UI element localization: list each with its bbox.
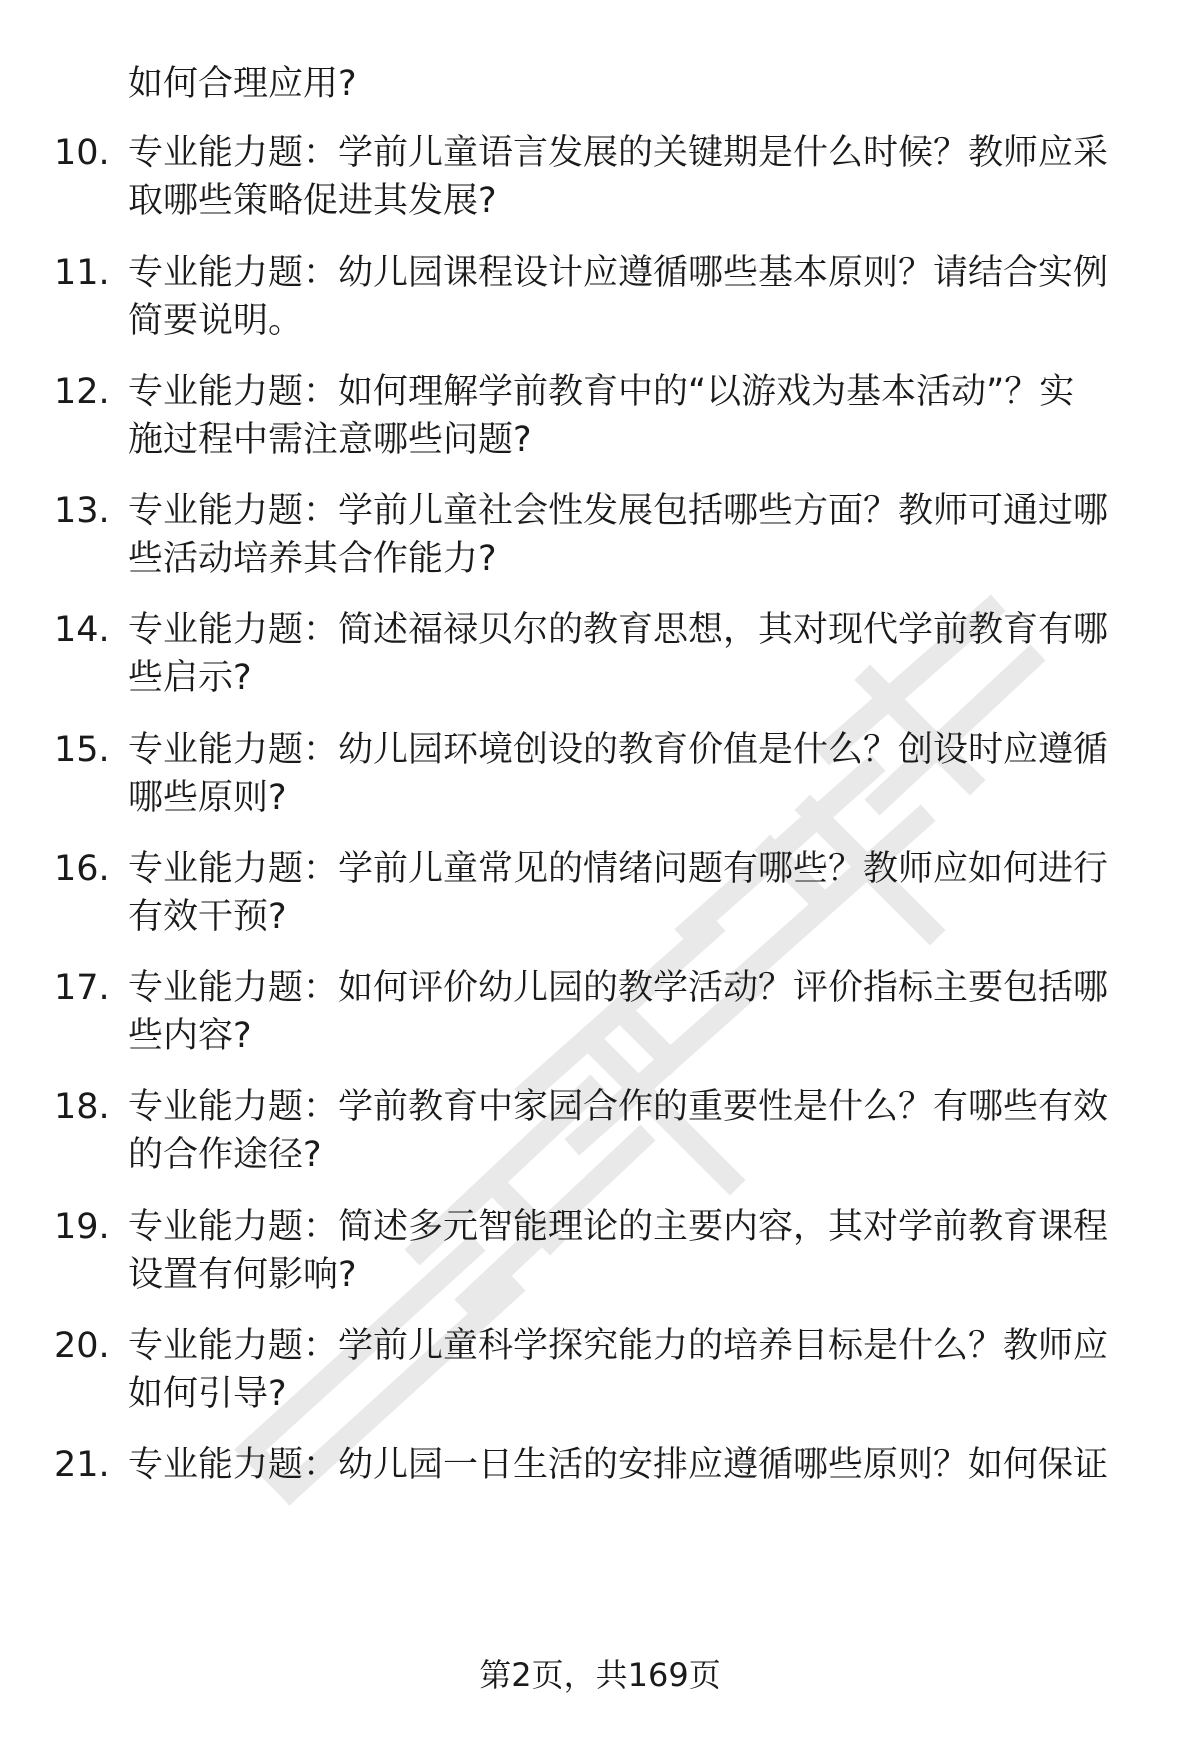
question-line: 专业能力题：幼儿园一日生活的安排应遵循哪些原则？如何保证 <box>128 1445 1109 1485</box>
question-line: 专业能力题：学前儿童语言发展的关键期是什么时候？教师应采 <box>128 133 1109 173</box>
question-text <box>128 726 1138 822</box>
question-line: 专业能力题：如何理解学前教育中的“以游戏为基本活动”？实 <box>128 372 1075 412</box>
question-line: 有效干预? <box>128 897 287 937</box>
question-line: 取哪些策略促进其发展? <box>128 181 497 221</box>
question-line: 的合作途径? <box>128 1135 322 1175</box>
question-line: 专业能力题：幼儿园课程设计应遵循哪些基本原则？请结合实例 <box>128 253 1109 293</box>
question-text <box>128 606 1138 702</box>
question-line: 专业能力题：简述福禄贝尔的教育思想，其对现代学前教育有哪 <box>128 610 1109 650</box>
question-line: 专业能力题：简述多元智能理论的主要内容，其对学前教育课程 <box>128 1207 1109 1247</box>
question-line: 哪些原则? <box>128 778 287 818</box>
continuation-line: 如何合理应用? <box>128 64 357 104</box>
question-text <box>128 1083 1138 1179</box>
question-line: 专业能力题：学前儿童常见的情绪问题有哪些？教师应如何进行 <box>128 849 1109 889</box>
question-number: 16. <box>54 849 110 889</box>
question-text <box>128 845 1138 941</box>
question-line: 专业能力题：如何评价幼儿园的教学活动？评价指标主要包括哪 <box>128 968 1109 1008</box>
question-line: 专业能力题：学前儿童社会性发展包括哪些方面？教师可通过哪 <box>128 491 1109 531</box>
question-line: 专业能力题：学前教育中家园合作的重要性是什么？有哪些有效 <box>128 1087 1109 1127</box>
question-line: 简要说明。 <box>128 301 304 341</box>
page-footer: 第2页，共169页 <box>479 1656 721 1694</box>
question-line: 些活动培养其合作能力? <box>128 539 497 579</box>
question-line: 些内容? <box>128 1016 252 1056</box>
question-text <box>128 1322 1138 1418</box>
question-line: 些启示? <box>128 658 252 698</box>
question-text <box>128 487 1138 583</box>
question-text <box>128 249 1138 345</box>
question-number: 20. <box>54 1326 110 1366</box>
question-line: 如何引导? <box>128 1374 287 1414</box>
question-number: 21. <box>54 1445 110 1485</box>
question-number: 18. <box>54 1087 110 1127</box>
question-number: 12. <box>54 372 110 412</box>
question-number: 13. <box>54 491 110 531</box>
question-number: 14. <box>54 610 110 650</box>
question-number: 15. <box>54 730 110 770</box>
question-number: 11. <box>54 253 110 293</box>
question-text <box>128 1203 1138 1299</box>
question-text <box>128 368 1138 464</box>
question-text <box>128 129 1138 225</box>
question-text <box>128 964 1138 1060</box>
question-number: 17. <box>54 968 110 1008</box>
question-line: 施过程中需注意哪些问题? <box>128 420 532 460</box>
question-number: 10. <box>54 133 110 173</box>
question-line: 专业能力题：学前儿童科学探究能力的培养目标是什么？教师应 <box>128 1326 1109 1366</box>
question-line: 设置有何影响? <box>128 1255 357 1295</box>
question-text <box>128 1441 1138 1489</box>
question-line: 专业能力题：幼儿园环境创设的教育价值是什么？创设时应遵循 <box>128 730 1109 770</box>
question-number: 19. <box>54 1207 110 1247</box>
